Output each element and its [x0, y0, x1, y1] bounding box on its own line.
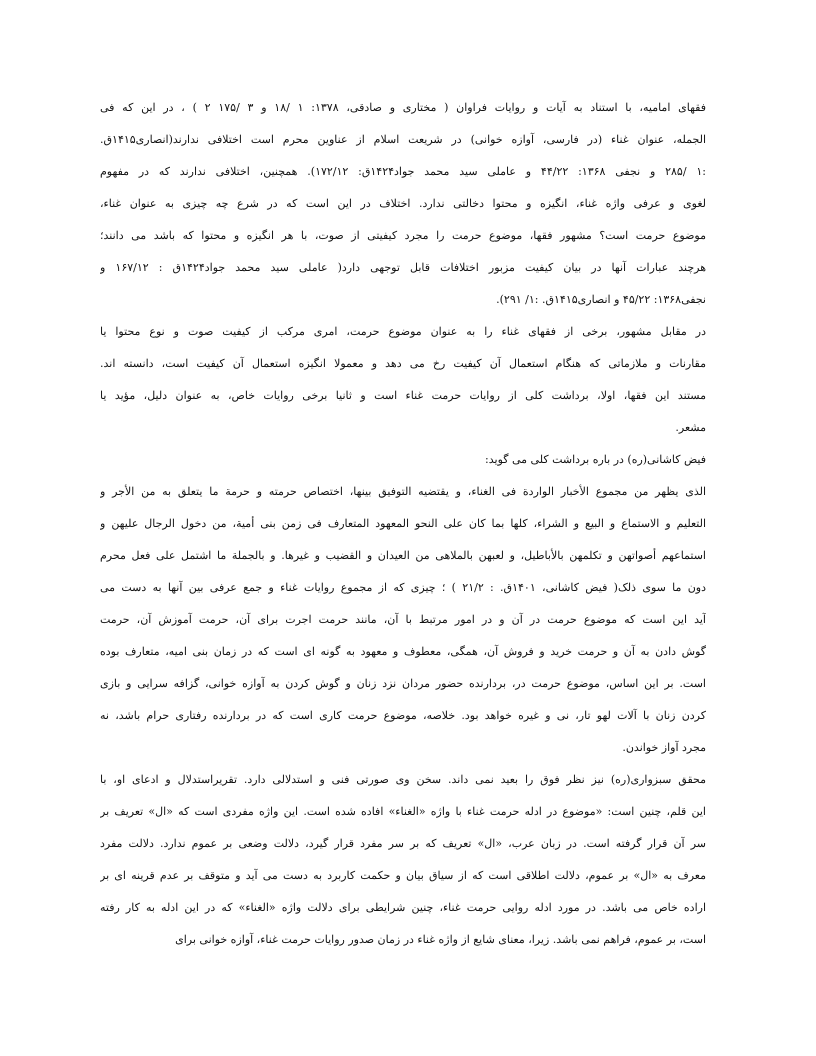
text-line: موضوع حرمت است؟ مشهور فقها، موضوع حرمت را مجرد کیفیتی از صوت، با هر انگیزه و محتوا که باشد می دانند؛	[100, 229, 706, 242]
text-line: الجمله، عنوان غناء (در فارسی، آوازه خوانی) در شریعت اسلام از عناوین محرم است اختلافی ندارند(انصاری۱۴۱۵ق.	[100, 133, 706, 146]
paragraph	[100, 764, 706, 956]
text-line: است. بر این اساس، موضوع حرمت در، بردارنده حضور مردان نزد زنان و گوش کردن به آوازه خوانی، گزافه سرایی و بازی	[100, 677, 706, 690]
text-line: سر آن قرار گرفته است. در زبان عرب، «ال» تعریف که بر سر مفرد قرار گیرد، دلالت وضعی بر عموم ندارد. دلالت مفرد	[100, 837, 706, 850]
text-line: مقارنات و ملازماتی که هنگام استعمال آن کیفیت رخ می دهد و معمولا انگیزه استعمال آن کیفیت است، دانسته اند.	[100, 357, 706, 370]
text-line: التعلیم و الاستماع و البیع و الشراء، کلها بما کان علی النحو المعهود المتعارف فی زمن بنی أمیة، من دخول الرجال علیهن و	[100, 517, 706, 530]
paragraph	[100, 316, 706, 444]
text-line: فقهای امامیه، با استناد به آیات و روایات فراوان ( مختاری و صادقی، ۱۳۷۸: ۱ /۱۸ و ۳ /۱۷۵ ۲ ) ، در این که فی	[100, 101, 706, 114]
text-line: :۱ /۲۸۵ و نجفی ۱۳۶۸: ۴۴/۲۲ و عاملی سید محمد جواد۱۴۲۴ق: ۱۷۲/۱۲). همچنین، اختلافی ندارند که در مفهوم	[100, 165, 706, 178]
text-line: مشعر.	[675, 421, 706, 434]
text-line: معرف به «ال» بر عموم، دلالت اطلاقی است که از سیاق بیان و حکمت کاربرد به دست می آید و متوقف بر عدم قرینه ای بر	[100, 869, 706, 882]
text-line: مجرد آواز خواندن.	[622, 741, 706, 754]
text-line: هرچند عبارات آنها در بیان کیفیت مزبور اختلافات قابل توجهی دارد( عاملی سید محمد جواد۱۴۲۴ق : ۱۶۷/۱۲ و	[100, 261, 706, 274]
text-line: محقق سبزواری(ره) نیز نظر فوق را بعید نمی داند. سخن وی صورتی فنی و استدلالی دارد. تقریراستدلال و ادعای او، با	[100, 773, 706, 786]
text-line: گوش دادن به آن و حرمت خرید و فروش آن، همگی، معطوف و معهود به گونه ای است که در زمان بنی امیه، متعارف بوده	[100, 645, 706, 658]
text-line: مستند این فقها، اولا، برداشت کلی از روایات حرمت غناء است و ثانیا برخی روایات خاص، به عنوان دلیل، مؤید یا	[100, 389, 706, 402]
text-line: نجفی۱۳۶۸: ۴۵/۲۲ و انصاری۱۴۱۵ق. :۱/ ۲۹۱).	[496, 293, 706, 306]
paragraph	[100, 92, 706, 316]
text-line: اراده خاص می باشد. در مورد ادله روایی حرمت غناء، چنین شرایطی برای دلالت واژه «الغناء» که در این ادله به کار رفته	[100, 901, 706, 914]
text-line: فیض کاشانی(ره) در باره برداشت کلی می گوید:	[485, 453, 706, 466]
document-body	[100, 92, 706, 956]
text-line: کردن زنان با آلات لهو تار، نی و غیره خواهد بود. خلاصه، موضوع حرمت کاری است که در بردارنده رفتاری حرام باشد، نه	[100, 709, 706, 722]
paragraph	[100, 444, 706, 476]
paragraph	[100, 476, 706, 764]
text-line: این قلم، چنین است: «موضوع در ادله حرمت غناء با واژه «الغناء» افاده شده است. این واژه مفردی است که «ال» تعریف بر	[100, 805, 706, 818]
text-line: لغوی و عرفی واژه غناء، انگیزه و محتوا دخالتی ندارد. اختلاف در این است که در شرع چه چیزی به عنوان غناء،	[100, 197, 706, 210]
text-line: الذی یظهر من مجموع الأخبار الواردة فی الغناء، و یقتضیه التوفیق بینها، اختصاص حرمته و حرمة ما یتعلق به من الأجر و	[100, 485, 706, 498]
text-line: دون ما سوی ذلک( فیض کاشانی، ۱۴۰۱ق. : ۲۱/۲ ) ؛ چیزی که از مجموع روایات غناء و جمع عرفی بین آنها به دست می	[100, 581, 706, 594]
text-line: در مقابل مشهور، برخی از فقهای غناء را به عنوان موضوع حرمت، امری مرکب از کیفیت صوت و نوع محتوا یا	[100, 325, 706, 338]
text-line: استماعهم أصواتهن و تکلمهن بالأباطیل، و لعبهن بالملاهی من العیدان و القضیب و غیرها. و بالجملة ما اشتمل علی فعل محرم	[100, 549, 706, 562]
text-line: است، بر عموم، فراهم نمی باشد. زیرا، معنای شایع از واژه غناء در زمان صدور روایات حرمت غناء، آوازه خوانی برای	[175, 933, 706, 946]
text-line: آید این است که موضوع حرمت در آن و در امور مرتبط با آن، مانند حرمت اجرت برای آن، حرمت آموزش آن، حرمت	[100, 613, 706, 626]
